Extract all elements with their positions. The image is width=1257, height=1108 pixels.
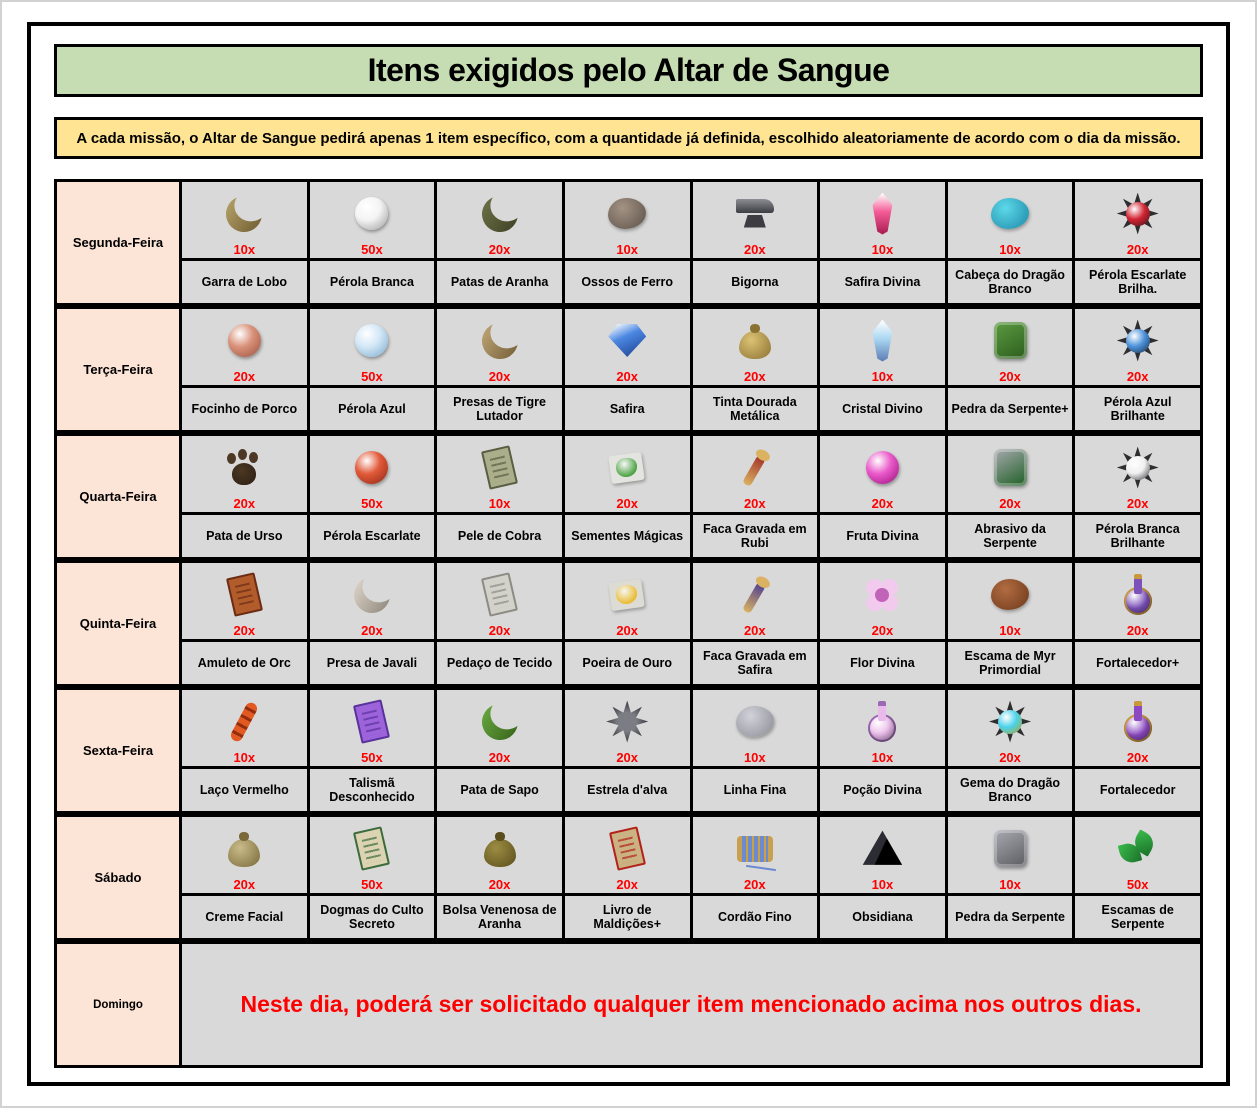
item-qty: 20x xyxy=(233,369,256,384)
item-name: Dogmas do Culto Secreto xyxy=(310,896,435,938)
item-qty: 20x xyxy=(488,623,511,638)
item-icon-area xyxy=(869,313,895,368)
item-cell xyxy=(310,690,435,766)
item-name: Faca Gravada em Rubi xyxy=(693,515,818,557)
item-name: Creme Facial xyxy=(182,896,307,938)
item-icon-area xyxy=(238,694,250,749)
item-icon-area xyxy=(733,440,777,495)
serpent-stone-plus-icon xyxy=(994,322,1027,359)
item-icon-area xyxy=(227,821,261,876)
item-qty: 10x xyxy=(233,242,256,257)
item-name: Gema do Dragão Branco xyxy=(948,769,1073,811)
item-icon-area xyxy=(738,313,772,368)
item-name: Pele de Cobra xyxy=(437,515,562,557)
item-name: Patas de Aranha xyxy=(437,261,562,303)
item-icon-area xyxy=(1123,567,1153,622)
item-cell xyxy=(182,309,307,385)
item-cell xyxy=(437,563,562,639)
item-qty: 20x xyxy=(616,369,639,384)
item-icon-area xyxy=(608,313,646,368)
item-qty: 20x xyxy=(488,242,511,257)
day-label: Sexta-Feira xyxy=(57,690,179,811)
item-cell xyxy=(693,690,818,766)
item-cell xyxy=(437,436,562,512)
item-icon-area xyxy=(1117,186,1159,241)
divine-potion-icon xyxy=(867,700,897,743)
item-icon-area xyxy=(483,821,517,876)
day-label: Domingo xyxy=(57,944,179,1065)
day-label: Quinta-Feira xyxy=(57,563,179,684)
item-name: Obsidiana xyxy=(820,896,945,938)
day-row xyxy=(57,817,1200,938)
item-icon-area xyxy=(606,694,648,749)
day-row xyxy=(57,944,1200,1065)
item-qty: 20x xyxy=(743,369,766,384)
item-name: Pedra da Serpente+ xyxy=(948,388,1073,430)
fine-thread-icon xyxy=(736,706,774,737)
item-name: Tinta Dourada Metálica xyxy=(693,388,818,430)
cloth-piece-icon xyxy=(481,572,518,617)
fine-cord-icon xyxy=(737,836,773,862)
item-name: Pérola Branca xyxy=(310,261,435,303)
iron-bones-icon xyxy=(608,198,646,229)
item-icon-area xyxy=(1118,821,1158,876)
item-name: Faca Gravada em Safira xyxy=(693,642,818,684)
item-cell xyxy=(310,817,435,893)
obsidian-icon xyxy=(861,830,903,868)
item-name: Laço Vermelho xyxy=(182,769,307,811)
blue-pearl-icon xyxy=(355,324,388,357)
item-icon-area xyxy=(480,186,520,241)
item-qty: 20x xyxy=(743,242,766,257)
item-name: Pérola Azul xyxy=(310,388,435,430)
item-icon-area xyxy=(355,313,388,368)
item-name: Cabeça do Dragão Branco xyxy=(948,261,1073,303)
secret-cult-dogmas-icon xyxy=(353,826,390,871)
item-cell xyxy=(182,182,307,258)
item-icon-area xyxy=(1123,694,1153,749)
item-cell xyxy=(820,182,945,258)
items-table xyxy=(54,179,1203,1068)
bear-paw-icon xyxy=(224,448,264,488)
item-qty: 20x xyxy=(361,623,383,638)
item-icon-area xyxy=(480,313,520,368)
item-icon-area xyxy=(224,186,264,241)
item-icon-area xyxy=(994,440,1027,495)
spider-legs-icon xyxy=(476,190,523,237)
item-icon-area xyxy=(613,821,642,876)
item-name: Pata de Urso xyxy=(182,515,307,557)
day-label: Quarta-Feira xyxy=(57,436,179,557)
item-cell xyxy=(565,563,690,639)
item-cell xyxy=(820,690,945,766)
item-icon-area xyxy=(228,313,261,368)
divine-sapphire-icon xyxy=(869,193,895,235)
item-qty: 50x xyxy=(361,496,383,511)
item-cell xyxy=(310,182,435,258)
item-icon-area xyxy=(607,440,647,495)
item-cell xyxy=(820,563,945,639)
item-icon-area xyxy=(607,567,647,622)
item-cell xyxy=(948,690,1073,766)
item-cell xyxy=(1075,817,1200,893)
item-cell xyxy=(182,690,307,766)
item-cell xyxy=(693,309,818,385)
item-qty: 50x xyxy=(361,877,383,892)
item-name: Fruta Divina xyxy=(820,515,945,557)
sunday-message: Neste dia, poderá ser solicitado qualquer item mencionado acima nos outros dias. xyxy=(182,944,1200,1065)
item-qty: 20x xyxy=(488,877,511,892)
item-qty: 10x xyxy=(743,750,766,765)
item-name: Poeira de Ouro xyxy=(565,642,690,684)
frog-leg-icon xyxy=(476,698,523,745)
item-icon-area xyxy=(862,567,902,622)
item-name: Presas de Tigre Lutador xyxy=(437,388,562,430)
scarlet-pearl-icon xyxy=(355,451,388,484)
item-qty: 20x xyxy=(871,623,894,638)
item-icon-area xyxy=(352,567,392,622)
item-icon-area xyxy=(869,186,895,241)
primordial-myr-scale-icon xyxy=(991,579,1029,610)
item-cell xyxy=(565,309,690,385)
item-name: Escamas de Serpente xyxy=(1075,896,1200,938)
item-icon-area xyxy=(355,440,388,495)
item-cell xyxy=(182,563,307,639)
item-icon-area xyxy=(1117,440,1159,495)
item-qty: 20x xyxy=(616,623,639,638)
day-label: Terça-Feira xyxy=(57,309,179,430)
morning-star-icon xyxy=(606,701,648,743)
item-qty: 20x xyxy=(616,750,639,765)
ruby-engraved-knife-icon xyxy=(725,437,785,497)
item-qty: 10x xyxy=(871,369,894,384)
item-name: Pérola Azul Brilhante xyxy=(1075,388,1200,430)
white-dragon-gem-icon xyxy=(989,701,1031,743)
item-qty: 50x xyxy=(361,242,383,257)
item-qty: 50x xyxy=(361,369,383,384)
item-qty: 20x xyxy=(488,750,511,765)
item-cell xyxy=(1075,436,1200,512)
item-name: Cristal Divino xyxy=(820,388,945,430)
item-name: Estrela d'alva xyxy=(565,769,690,811)
item-name: Linha Fina xyxy=(693,769,818,811)
item-icon-area xyxy=(991,567,1029,622)
item-cell xyxy=(437,690,562,766)
shining-white-pearl-icon xyxy=(1117,447,1159,489)
white-pearl-icon xyxy=(355,197,388,230)
item-icon-area xyxy=(480,694,520,749)
shining-scarlet-pearl-icon xyxy=(1117,193,1159,235)
item-name: Livro de Maldições+ xyxy=(565,896,690,938)
item-qty: 10x xyxy=(488,496,511,511)
item-cell xyxy=(182,817,307,893)
serpent-scales-icon xyxy=(1118,829,1158,869)
item-qty: 20x xyxy=(871,496,894,511)
item-icon-area xyxy=(733,567,777,622)
item-cell xyxy=(948,817,1073,893)
item-icon-area xyxy=(357,821,386,876)
item-name: Fortalecedor+ xyxy=(1075,642,1200,684)
outer-border xyxy=(27,22,1230,1086)
item-icon-area xyxy=(994,821,1027,876)
item-icon-area xyxy=(735,186,775,241)
shining-blue-pearl-icon xyxy=(1117,320,1159,362)
item-cell xyxy=(1075,182,1200,258)
item-qty: 20x xyxy=(233,623,256,638)
item-qty: 20x xyxy=(1126,750,1149,765)
item-cell xyxy=(693,563,818,639)
item-icon-area xyxy=(355,186,388,241)
item-icon-area xyxy=(608,186,646,241)
item-cell xyxy=(437,309,562,385)
item-qty: 10x xyxy=(999,877,1021,892)
item-qty: 20x xyxy=(999,750,1021,765)
item-qty: 20x xyxy=(1126,623,1149,638)
curse-book-plus-icon xyxy=(609,826,646,871)
item-cell xyxy=(948,563,1073,639)
item-icon-area xyxy=(224,440,264,495)
item-icon-area xyxy=(357,694,386,749)
item-name: Sementes Mágicas xyxy=(565,515,690,557)
item-name: Amuleto de Orc xyxy=(182,642,307,684)
item-qty: 10x xyxy=(616,242,639,257)
item-icon-area xyxy=(867,694,897,749)
item-qty: 20x xyxy=(616,877,639,892)
item-icon-area xyxy=(736,694,774,749)
item-qty: 20x xyxy=(233,496,256,511)
item-cell xyxy=(820,436,945,512)
white-dragon-head-icon xyxy=(991,198,1029,229)
item-qty: 50x xyxy=(1126,877,1149,892)
item-name: Poção Divina xyxy=(820,769,945,811)
divine-crystal-icon xyxy=(869,320,895,362)
item-icon-area xyxy=(861,821,903,876)
page-title: Itens exigidos pelo Altar de Sangue xyxy=(54,44,1203,97)
item-cell xyxy=(310,436,435,512)
item-qty: 20x xyxy=(743,623,766,638)
day-row xyxy=(57,563,1200,684)
item-cell xyxy=(565,817,690,893)
spider-venom-bag-icon xyxy=(483,830,517,868)
item-name: Pedra da Serpente xyxy=(948,896,1073,938)
orc-amulet-icon xyxy=(226,572,263,617)
item-icon-area xyxy=(485,440,514,495)
item-name: Cordão Fino xyxy=(693,896,818,938)
item-name: Pata de Sapo xyxy=(437,769,562,811)
item-qty: 20x xyxy=(1126,242,1149,257)
sapphire-engraved-knife-icon xyxy=(725,564,785,624)
day-row xyxy=(57,436,1200,557)
item-cell xyxy=(693,436,818,512)
item-cell xyxy=(1075,563,1200,639)
unknown-talisman-icon xyxy=(353,699,390,744)
item-qty: 20x xyxy=(999,369,1021,384)
item-cell xyxy=(437,817,562,893)
fighter-tiger-fangs-icon xyxy=(476,317,523,364)
item-name: Safira Divina xyxy=(820,261,945,303)
item-qty: 20x xyxy=(743,877,766,892)
item-name: Fortalecedor xyxy=(1075,769,1200,811)
item-name: Pérola Branca Brilhante xyxy=(1075,515,1200,557)
item-cell xyxy=(820,817,945,893)
item-icon-area xyxy=(994,313,1027,368)
item-icon-area xyxy=(989,694,1031,749)
item-cell xyxy=(948,309,1073,385)
item-icon-area xyxy=(866,440,899,495)
item-icon-area xyxy=(737,821,773,876)
item-name: Escama de Myr Primordial xyxy=(948,642,1073,684)
item-cell xyxy=(693,817,818,893)
sapphire-icon xyxy=(608,324,646,357)
day-row xyxy=(57,690,1200,811)
item-icon-area xyxy=(1117,313,1159,368)
item-cell xyxy=(1075,690,1200,766)
item-cell xyxy=(182,436,307,512)
serpent-abrasive-icon xyxy=(994,449,1027,486)
item-qty: 10x xyxy=(871,750,894,765)
fortifier-icon xyxy=(1123,700,1153,743)
item-name: Presa de Javali xyxy=(310,642,435,684)
item-name: Bolsa Venenosa de Aranha xyxy=(437,896,562,938)
day-label: Segunda-Feira xyxy=(57,182,179,303)
item-cell xyxy=(310,309,435,385)
item-qty: 10x xyxy=(871,242,894,257)
item-cell xyxy=(565,690,690,766)
item-cell xyxy=(820,309,945,385)
item-icon-area xyxy=(485,567,514,622)
red-ribbon-icon xyxy=(229,700,259,743)
item-name: Pedaço de Tecido xyxy=(437,642,562,684)
item-icon-area xyxy=(230,567,259,622)
divine-flower-icon xyxy=(862,575,902,615)
item-qty: 20x xyxy=(233,877,256,892)
facial-cream-icon xyxy=(227,830,261,868)
fortifier-plus-icon xyxy=(1123,573,1153,616)
pig-snout-icon xyxy=(228,324,261,357)
item-name: Ossos de Ferro xyxy=(565,261,690,303)
item-qty: 50x xyxy=(361,750,383,765)
item-qty: 20x xyxy=(999,496,1021,511)
item-cell xyxy=(565,436,690,512)
divine-fruit-icon xyxy=(866,451,899,484)
item-icon-area xyxy=(991,186,1029,241)
item-name: Pérola Escarlate Brilha. xyxy=(1075,261,1200,303)
wolf-claw-icon xyxy=(221,190,268,237)
item-cell xyxy=(437,182,562,258)
item-name: Bigorna xyxy=(693,261,818,303)
item-cell xyxy=(1075,309,1200,385)
item-cell xyxy=(693,182,818,258)
day-label: Sábado xyxy=(57,817,179,938)
boar-tusk-icon xyxy=(348,571,395,618)
item-name: Pérola Escarlate xyxy=(310,515,435,557)
item-qty: 20x xyxy=(488,369,511,384)
item-name: Focinho de Porco xyxy=(182,388,307,430)
item-qty: 10x xyxy=(871,877,894,892)
anvil-icon xyxy=(735,196,775,232)
item-qty: 20x xyxy=(616,496,639,511)
item-qty: 20x xyxy=(1126,496,1149,511)
gold-dust-icon xyxy=(607,576,647,614)
item-qty: 10x xyxy=(999,623,1021,638)
snake-skin-icon xyxy=(481,445,518,490)
serpent-stone-icon xyxy=(994,830,1027,867)
metallic-gold-ink-icon xyxy=(738,322,772,360)
item-cell xyxy=(565,182,690,258)
item-name: Flor Divina xyxy=(820,642,945,684)
day-row xyxy=(57,309,1200,430)
item-name: Talismã Desconhecido xyxy=(310,769,435,811)
magic-seeds-icon xyxy=(607,449,647,487)
day-row xyxy=(57,182,1200,303)
item-qty: 20x xyxy=(743,496,766,511)
item-cell xyxy=(948,182,1073,258)
item-cell xyxy=(948,436,1073,512)
intro-note: A cada missão, o Altar de Sangue pedirá apenas 1 item específico, com a quantidade já definida, escolhido aleatoriamente de acordo com o dia da missão. xyxy=(54,117,1203,159)
item-qty: 10x xyxy=(999,242,1021,257)
item-qty: 10x xyxy=(233,750,256,765)
item-qty: 20x xyxy=(1126,369,1149,384)
item-name: Safira xyxy=(565,388,690,430)
item-name: Garra de Lobo xyxy=(182,261,307,303)
item-cell xyxy=(310,563,435,639)
item-name: Abrasivo da Serpente xyxy=(948,515,1073,557)
